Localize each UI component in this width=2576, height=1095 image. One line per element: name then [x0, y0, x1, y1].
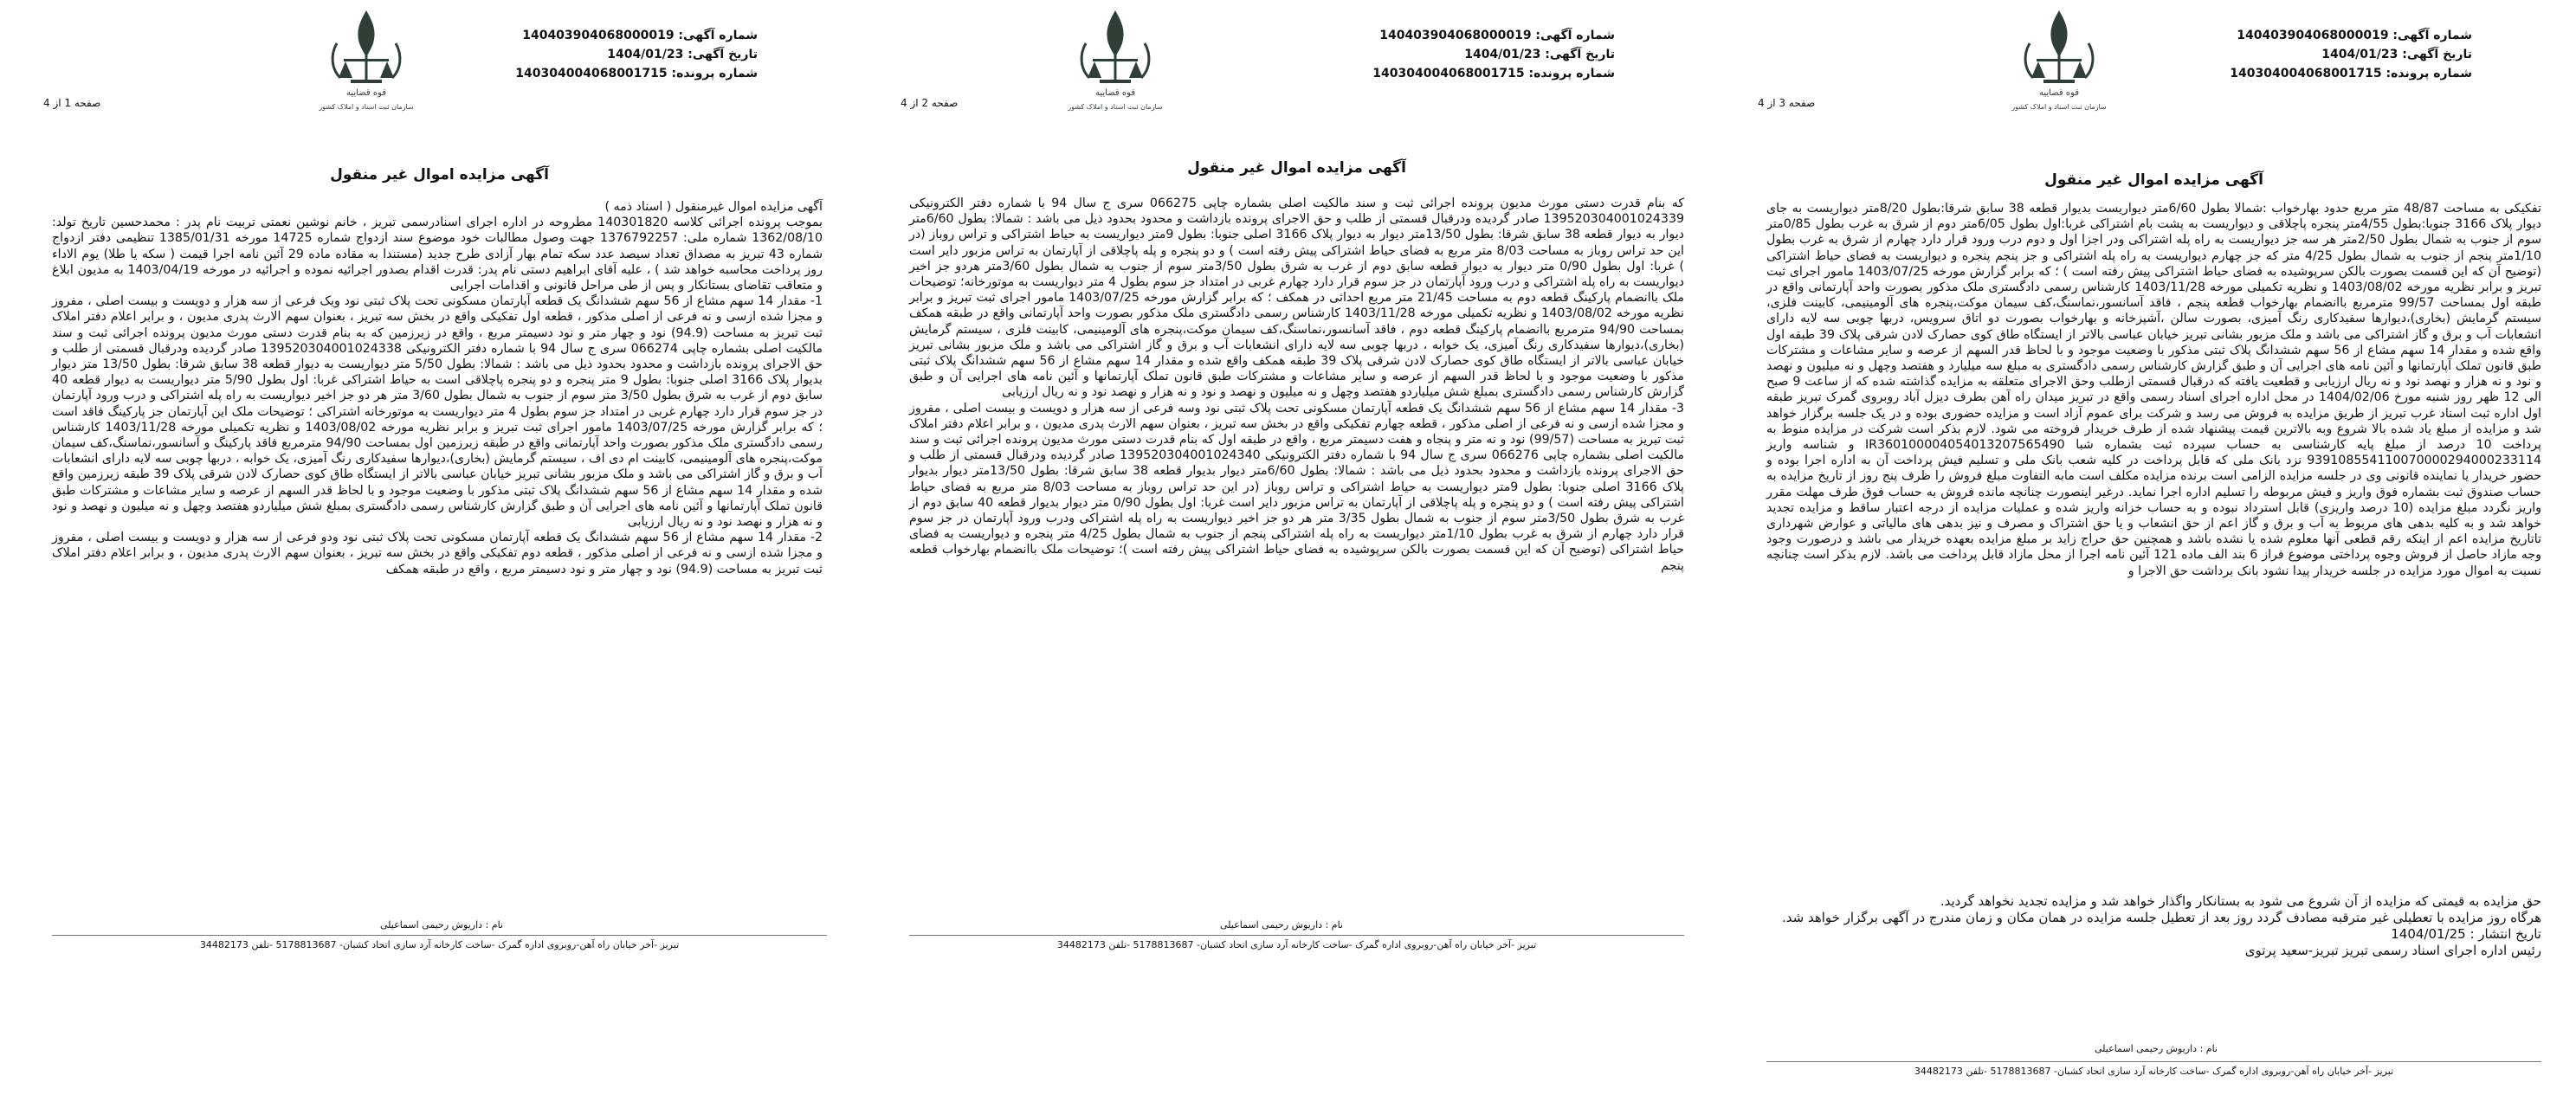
page-number: صفحه 1 از 4: [43, 97, 101, 109]
ad-date: تاریخ آگهی: 1404/01/23: [1464, 48, 1615, 61]
page-number: صفحه 3 از 4: [1758, 97, 1816, 109]
notice-title: آگهی مزایده اموال غیر منقول: [330, 166, 549, 184]
ad-number: شماره آگهی: 140403904068000019: [522, 29, 758, 42]
ad-reference-block: [515, 26, 758, 83]
signature-line: نام : داریوش رحیمی اسماعیلی: [2095, 1043, 2218, 1054]
page-number: صفحه 2 از 4: [901, 97, 959, 109]
svg-text:قوه قضاییه: قوه قضاییه: [2038, 88, 2080, 98]
ad-number: شماره آگهی: 140403904068000019: [1379, 29, 1615, 42]
file-number: شماره پرونده: 140304004068001715: [1372, 67, 1615, 81]
svg-text:سازمان ثبت اسناد و املاک کشور: سازمان ثبت اسناد و املاک کشور: [319, 103, 414, 111]
page-footer-address: تبریز -آخر خیابان راه آهن-روبروی اداره گمرک -ساخت کارخانه آرد سازی اتحاد کشبان- 5178813687 -تلفن 34482173: [52, 935, 827, 950]
judiciary-emblem-icon: [1068, 5, 1163, 118]
document-page-1: [1732, 0, 2576, 1095]
page-footer-address: تبریز -آخر خیابان راه آهن-روبروی اداره گمرک -ساخت کارخانه آرد سازی اتحاد کشبان- 5178813687 -تلفن 34482173: [909, 935, 1684, 950]
ad-date: تاریخ آگهی: 1404/01/23: [2321, 48, 2472, 61]
page-footer-address: تبریز -آخر خیابان راه آهن-روبروی اداره گمرک -ساخت کارخانه آرد سازی اتحاد کشبان- 5178813687 -تلفن 34482173: [1766, 1061, 2541, 1077]
notice-closing-text: حق مزایده به قیمتی که مزایده از آن شروع می شود به بستانکار واگذار خواهد شد و مزایده تجدید نخواهد گردید. هرگاه روز مزایده با تعطیلی غیر مترقبه مصادف گردد روز بعد از تعطیل جلسه مزایده در همان مکان و زمان مندرج در آگهی برگزار خواهد شد. تاریخ انتشار : 1404/01/25 رئیس اداره اجرای اسناد رسمی تبریز تبریز-سعید پرتوی: [1781, 893, 2541, 958]
notice-body-text: تفکیکی به مساحت 48/87 متر مربع حدود بهارخواب :شمالا بطول 6/60متر دیواریست بدیوار قطعه 38 سابق شرقا:بطول 8/20متر دیواریست به جای دیوار پلاک 3166 جنوبا:بطول 4/55متر پنجره پاچلاقی و دیواریست به پشت بام اشتراکی غربا:اول بطول 6/05متر دوم از شرق به غرب بطول 0/85متر سوم از جنوب به شمال بطول 2/50متر هر سه جز دیواریست به راه پله اشتراکی ودر اجزا اول و دوم درب ورود قرار دارد چهارم از شرق به غرب بطول 1/10متر پنجم از جنوب به شمال بطول 4/25 متر که جز چهارم دیواریست به راه پله اشتراکی و جز پنجم پنجره و دیواریست به فضای حیاط اشتراکی (توضیح آن که این قسمت بصورت بالکن سرپوشیده به فضای حیاط اشتراکی پیش رفته است ) ؛ که برابر گزارش مورخه 1403/07/25 مامور اجرای ثبت تبریز و برابر نظریه مورخه 1403/08/02 و نظریه تکمیلی مورخه 1403/11/28 کارشناس رسمی دادگستری ملک مذکور بصورت واحد آپارتمانی واقع در طبقه اول بمساحت 99/57 مترمربع باانضمام بهارخواب قطعه پنجم ، فاقد آسانسور،نماسنگ،کف سیمان موکت،پنجره های آلومینیمی، کابینت فلزی، سیستم گرمایش (بخاری)،دیوارها سفیدکاری رنگ آمیزی، بصورت سالن ،آشپزخانه و بهارخواب بصورت دو اتاق سرویس، دربها چوبی سه لایه دارای انشعابات آب و برق و گاز اشتراکی می باشد و ملک مزبور بشانی تبریز خیابان عباسی بالاتر از ایستگاه طاق کوی حصارک لادن شرقی پلاک 39 طبقه اول واقع شده و مقدار 14 سهم مشاع از 56 سهم ششدانگ پلاک ثبتی مذکور با وضعیت موجود و با لحاظ قدر السهم از عرصه و سایر مشاعات و مشترکات طبق قانون تملک آپارتمانها و آئین نامه های اجرایی آن و طبق گزارش کارشناس رسمی دادگستری به مبلغ سه میلیارد و هفتصد وچهل و نه میلیون و نهصد و نود و نه هزار و نهصد نود و نه ریال ارزیابی و قطعیت یافته که درقبال قسمتی ازطلب وحق الاجرای متعلقه به مزایده گذاشته شده که از ساعت 9 صبح الی 12 ظهر روز شنبه مورخ 1404/02/06 در محل اداره اجرای اسناد رسمی واقع در تبریز میدان راه آهن بطرف دیزل آباد روبروی گمرک تبریز طبقه اول اداره ثبت اسناد غرب تبریز از طریق مزایده به فروش می رسد و شرکت برای عموم آزاد است و مزایده حضوری بوده و در یک جلسه برگزار خواهد شد و مزایده از مبلغ یاد شده بالا شروع وبه بالاترین قیمت پیشنهاد شده از طرف خریدار فروخته می شود. لازم بذکر است شرکت در مزایده منوط به پرداخت 10 درصد از مبلغ پایه کارشناسی به حساب سپرده ثبت بشماره شبا IR360100004054013207565490 و شناسه واریز 939108554110070000294000233114 نزد بانک ملی که قابل پرداخت در کلیه شعب بانک ملی و تسلیم فیش پرداخت آن به اداره اجرا بوده و حضور خریدار یا نماینده قانونی وی در جلسه مزایده الزامی است برنده مزایده مکلف است مابه التفاوت مبلغ فروش را ظرف پنج روز از تاریخ مزایده به حساب صندوق ثبت بشماره فوق واریز و فیش مربوطه را تسلیم اداره اجرا نماید. درغیر اینصورت چنانچه مانده فروش به حساب فوق طرف مهلت مقرر واریز نگردد مبلغ مزایده (10 درصد واریزی) قابل استرداد نبوده و به حساب خزانه واریز شده و عملیات مزایده از درجه اعتبار ساقط و مزایده تجدید خواهد شد و به کلیه بدهی های مربوط به آب و برق و گاز اعم از حق انشعاب و یا حق اشتراک و مصرف و نیز بدهی های مالیاتی و عوارض شهرداری تاتاریخ مزایده اعم از اینکه رقم قطعی آنها معلوم شده یا نشده باشد و همچنین حق حراج زاید بر مبلغ مزایده بعهده خریدار می باشد و درصورت وجود وجه مازاد حاصل از فروش وجوه پرداختی موضوع فراز 6 بند الف ماده 121 آئین نامه اجرا از محل مازاد قابل پرداخت می باشد. لازم بذکر است چنانچه نسبت به اموال مورد مزایده در جلسه خریدار پیدا نشود بانک برداشت حق الاجرا و: [1762, 202, 2542, 578]
file-number: شماره پرونده: 140304004068001715: [515, 67, 758, 81]
notice-title: آگهی مزایده اموال غیر منقول: [2044, 171, 2263, 189]
notice-body-text: آگهی مزایده اموال غیرمنقول ( اسناد ذمه ) بموجب پرونده اجرائی کلاسه 140301820 مطروحه در اداره اجرای اسنادرسمی تبریز ، خانم نوشین نعمتی تربیت نام پدر : محمدحسین تاریخ تولد: 1362/08/10 شماره ملی: 1376792257 جهت وصول مطالبات خود موضوع سند ازدواج شماره 14725 مورخه 1385/01/31 تنظیمی دفتر ازدواج شماره 43 تبریز به مصداق تعداد سیصد عدد سکه تمام بهار آزادی طرح جدید (مستندا به مقاده ماده 29 آئین نامه اجرا قیمت ( سکه یا طلا) یوم الاداء روز پرداخت محاسبه خواهد شد ) ، علیه آقای ابراهیم دستی نام پدر: قدرت اقدام بصدور اجرائیه نموده و اجرائیه در مورخه 1403/04/19 به مدیون ابلاغ و متعاقب تقاضای بستانکار و پس از طی مراحل قانونی و اقدامات اجرایی 1- مقدار 14 سهم مشاع از 56 سهم ششدانگ یک قطعه آپارتمان مسکونی تحت پلاک ثبتی نود ویک فرعی از سه هزار و دویست و بیست اصلی ، مفروز و مجزا شده ازسی و نه فرعی از اصلی مذکور ، قطعه اول تفکیکی واقع در بخش سه تبریز ، بعنوان سهم الارث پدری مدیون ، و برابر اعلام دفتر املاک ثبت تبریز به مساحت (94.9) نود و چهار متر و نود دسیمتر مربع ، واقع در زیرزمین که به بنام قدرت دستی مورث مدیون پرونده اجرائی ثبت و سند مالکیت اصلی بشماره چاپی 066274 سری ج سال 94 با شماره دفتر الکترونیکی 139520304001024338 صادر گردیده ودرقبال قسمتی از طلب و حق الاجرای پرونده بازداشت و محدود بحدود ذیل می باشد : شمالا: بطول 5/50 متر دیواریست به دیوار قطعه 38 سابق شرقا: بطول 13/50 متر دیوار بدیوار پلاک 3166 اصلی جنوبا: بطول 9 متر پنجره و دو پنجره پاچلاقی است به حیاط اشتراکی غربا: اول بطول 5/90 متر دیواریست به دیوار قطعه 40 سابق دوم از غرب به شرق بطول 3/50 متر سوم از جنوب به شمال بطول 3/60 متر هر دو جز اخیر دیواریست به راه پله اشتراکی و درب ورود آپارتمان در جز سوم قرار دارد چهارم غربی در امتداد جز سوم بطول 4 متر دیواریست به موتورخانه اشتراکی ؛ توضیحات ملک این آپارتمان جز پارکینگ فاقد است ؛ که برابر گزارش مورخه 1403/07/25 مامور اجرای ثبت تبریز و برابر نظریه مورخه 1403/08/02 و نظریه تکمیلی مورخه 1403/11/28 کارشناس رسمی دادگستری ملک مذکور بصورت واحد آپارتمانی واقع در طبقه زیرزمین اول بمساحت 94/90 مترمربع فاقد پارکینگ و آسانسور،نماسنگ،کف سیمان موکت،پنجره های آلومینیمی، کابینت ام دی اف ، سیستم گرمایش (بخاری)،دیوارها سفیدکاری رنگ آمیزی، یک خوابه ، دربها چوبی سه لایه دارای انشعابات آب و برق و گاز اشتراکی می باشد و ملک مزبور بشانی تبریز خیابان عباسی بالاتر از ایستگاه طاق کوی حصارک لادن شرقی پلاک 39 طبقه زیرزمین واقع شده و مقدار 14 سهم مشاع از 56 سهم ششدانگ پلاک ثبتی مذکور با وضعیت موجود و با لحاظ قدر السهم از عرصه و سایر مشاعات و مشترکات طبق قانون تملک آپارتمانها و آئین نامه های اجرایی آن و طبق گزارش کارشناس رسمی دادگستری بمبلغ شش میلیاردو هفتصد وچهل و نه میلیون و نهصد و نود و نه هزار و نهصد نود و نه ریال ارزیابی 2- مقدار 14 سهم مشاع از 56 سهم ششدانگ یک قطعه آپارتمان مسکونی تحت پلاک ثبتی نود ودو فرعی از سه هزار و دویست و بیست اصلی ، مفروز و مجزا شده ازسی و نه فرعی از اصلی مذکور ، قطعه دوم تفکیکی واقع در بخش سه تبریز ، بعنوان سهم الارث پدری مدیون ، و برابر اعلام دفتر املاک ثبت تبریز به مساحت (94.9) نود و چهار متر و نود دسیمتر مربع ، واقع در طبقه همکف: [52, 200, 823, 576]
svg-text:قوه قضاییه: قوه قضاییه: [345, 88, 387, 98]
file-number: شماره پرونده: 140304004068001715: [2230, 67, 2472, 81]
svg-text:سازمان ثبت اسناد و املاک کشور: سازمان ثبت اسناد و املاک کشور: [1068, 103, 1163, 111]
ad-reference-block: [2230, 26, 2472, 83]
svg-text:سازمان ثبت اسناد و املاک کشور: سازمان ثبت اسناد و املاک کشور: [2011, 103, 2107, 111]
ad-number: شماره آگهی: 140403904068000019: [2237, 29, 2472, 42]
signature-line: نام : داریوش رحیمی اسماعیلی: [380, 919, 503, 931]
notice-body-text: که بنام قدرت دستی مورث مدیون پرونده اجرائی ثبت و سند مالکیت اصلی بشماره چاپی 066275 سری ج سال 94 با شماره دفتر الکترونیکی 139520304001024339 صادر گردیده ودرقبال قسمتی از طلب و حق الاجرای پرونده بازداشت و محدود بحدود ذیل می باشد : شمالا: بطول 6/60متر دیوار به دیوار قطعه 38 سابق شرقا: بطول 13/50متر دیوار به دیوار پلاک 3166 اصلی جنوبا: بطول 9متر دیواریست به حیاط اشتراکی و تراس روباز (در این حد تراس روباز به مساحت 8/03 متر مربع به فضای حیاط اشتراکی پیش رفته است ) و دو پنجره و پله پاچلاقی از آپارتمان به تراس مزبور دایر است ) غربا: اول بطول 0/90 متر دیوار به دیوار قطعه سابق دوم از غرب به شرق بطول 3/50متر سوم از جنوب به شمال بطول 3/60متر هردو جز اخیر دیواریست به راه پله اشتراکی و درب ورود آپارتمان در جز سوم قرار دارد چهارم غربی در امتداد جز سوم بطول 4 متر دیواریست به موتورخانه؛ توضیحات ملک باانضمام پارکینگ قطعه دوم به مساحت 21/45 متر مربع احداثی در همکف ؛ که برابر گزارش مورخه 1403/07/25 مامور اجرای ثبت تبریز و برابر نظریه مورخه 1403/08/02 و نظریه تکمیلی مورخه 1403/11/28 کارشناس رسمی دادگستری ملک مذکور بصورت واحد آپارتمانی واقع در طبقه همکف بمساحت 94/90 مترمربع باانضمام پارکینگ قطعه دوم ، فاقد آسانسور،نماسنگ،کف سیمان موکت،پنجره های آلومینیمی، کابینت فلزی ، سیستم گرمایش (بخاری)،دیوارها سفیدکاری رنگ آمیزی، یک خوابه ، دربها چوبی سه لایه دارای انشعابات آب و برق و گاز اشتراکی می باشد و ملک مزبور بشانی تبریز خیابان عباسی بالاتر از ایستگاه طاق کوی حصارک لادن شرقی پلاک 39 طبقه همکف واقع شده و مقدار 14 سهم مشاع از 56 سهم ششدانگ پلاک ثبتی مذکور با وضعیت موجود و با لحاظ قدر السهم از عرصه و سایر مشاعات و مشترکات طبق قانون تملک آپارتمانها و آئین نامه های اجرایی آن و طبق گزارش کارشناس رسمی دادگستری بمبلغ شش میلیاردو هفتصد وچهل و نه میلیون و نهصد و نود و نه هزار و نهصد نود و نه ریال ارزیابی 3- مقدار 14 سهم مشاع از 56 سهم ششدانگ یک قطعه آپارتمان مسکونی تحت پلاک ثبتی نود وسه فرعی از سه هزار و دویست و بیست اصلی ، مفروز و مجزا شده ازسی و نه فرعی از اصلی مذکور ، قطعه چهارم تفکیکی واقع در بخش سه تبریز ، بعنوان سهم الارث پدری مدیون ، و برابر اعلام دفتر املاک ثبت تبریز به مساحت (99/57) نود و نه متر و پنجاه و هفت دسیمتر مربع ، واقع در طبقه اول که بنام قدرت دستی مورث مدیون پرونده اجرائی ثبت و سند مالکیت اصلی بشماره چاپی 066276 سری ج سال 94 با شماره دفتر الکترونیکی 139520304001024340 صادر گردیده ودرقبال قسمتی از طلب و حق الاجرای پرونده بازداشت و محدود بحدود ذیل می باشد : شمالا: بطول 6/60متر دیوار بدیوار قطعه 38 سابق شرقا: بطول 13/50متر دیوار بدیوار پلاک 3166 اصلی جنوبا: بطول 9متر دیواریست به حیاط اشتراکی و تراس روباز (در این حد تراس روباز به مساحت 8/03 متر مربع به فضای حیاط اشتراکی پیش رفته است ) و دو پنجره و پله پاچلاقی از آپارتمان به تراس مزبور دایر است غربا: اول بطول 0/90 متر دیوار بدیوار قطعه 40 سابق دوم از غرب به شرق بطول 3/50متر سوم از جنوب به شمال بطول 3/35 متر هر دو جز اخیر دیواریست به راه پله اشتراکی ودرب ورود آپارتمان در جز سوم قرار دارد چهارم از شرق به غرب بطول 1/10متر دیواریست به راه پله اشتراکی پنجم از جنوب به شمال بطول 4/25 متر پنجره و دیواریست به فضای حیاط اشتراکی (توضیح آن که این قسمت بصورت بالکن سرپوشیده به فضای حیاط اشتراکی پیش رفته است )؛ توضیحات ملک باانضمام بهارخواب قطعه پنجم: [909, 196, 1685, 573]
document-page-2: [875, 0, 1719, 1095]
signature-line: نام : داریوش رحیمی اسماعیلی: [1220, 919, 1343, 931]
notice-title: آگهی مزایده اموال غیر منقول: [1187, 159, 1406, 177]
document-page-3: [17, 0, 862, 1095]
ad-reference-block: [1372, 26, 1615, 83]
svg-text:قوه قضاییه: قوه قضاییه: [1094, 88, 1136, 98]
judiciary-emblem-icon: [2011, 5, 2107, 118]
ad-date: تاریخ آگهی: 1404/01/23: [607, 48, 758, 61]
judiciary-emblem-icon: [319, 5, 414, 118]
